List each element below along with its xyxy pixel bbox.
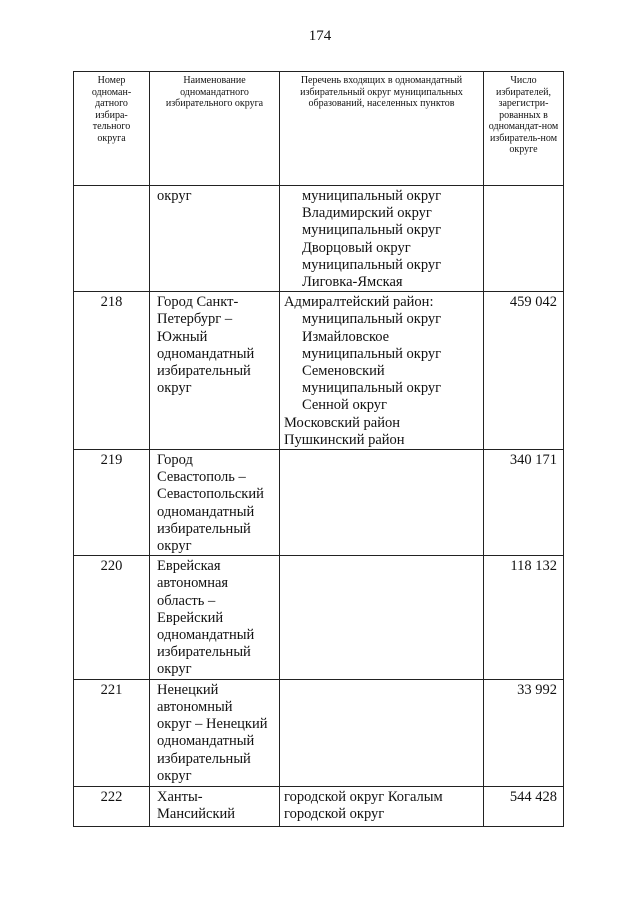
voters-count: 340 171 xyxy=(484,450,564,556)
district-name-line: избирательный xyxy=(157,750,251,767)
municipality-item: Сенной округ xyxy=(302,397,387,414)
municipalities-list xyxy=(280,450,484,556)
voters-count: 118 132 xyxy=(484,556,564,679)
district-name-line: округ xyxy=(157,380,192,397)
district-number: 220 xyxy=(74,556,150,679)
district-name-line: округ xyxy=(157,188,192,204)
municipality-item: муниципальный округ xyxy=(302,311,442,328)
municipality-item: муниципальный округ xyxy=(302,345,442,362)
district-name-line: автономная xyxy=(157,575,229,592)
municipality-item: муниципальный округ xyxy=(302,380,442,397)
district-name-line: одномандатный xyxy=(157,345,255,362)
district-name-line: одномандатный xyxy=(157,733,255,750)
voters-count xyxy=(484,186,564,292)
municipality-item: муниципальный округ xyxy=(302,188,442,204)
voters-count: 33 992 xyxy=(484,679,564,786)
district-name-line: автономный xyxy=(157,698,233,715)
header-voters-count: Число избирателей, зарегистри-рованных в одномандат-ном избиратель-ном округе xyxy=(484,72,564,186)
municipalities-list xyxy=(280,679,484,786)
district-name-line: одномандатный xyxy=(157,503,255,520)
district-name-line: избирательный xyxy=(157,644,251,661)
table-body xyxy=(74,186,564,827)
district-name xyxy=(150,450,280,556)
district-name-line: Город xyxy=(157,452,193,469)
district-name-line: Ненецкий xyxy=(157,681,219,698)
table-row xyxy=(74,292,564,450)
district-name xyxy=(150,292,280,450)
district-number: 219 xyxy=(74,450,150,556)
district-name-line: Южный xyxy=(157,328,208,345)
district-name-line: Еврейская xyxy=(157,558,221,575)
voters-count: 459 042 xyxy=(484,292,564,450)
district-name-line: избирательный xyxy=(157,363,251,380)
header-district-name: Наименование одномандатного избирательного округа xyxy=(150,72,280,186)
page-number: 174 xyxy=(308,28,332,44)
municipalities-list xyxy=(280,556,484,679)
district-name-line: Петербург – xyxy=(157,311,233,328)
municipality-item: Измайловское xyxy=(302,328,390,345)
voters-count: 544 428 xyxy=(484,786,564,826)
municipality-item: Семеновский xyxy=(302,363,385,380)
table-row xyxy=(74,450,564,556)
district-number: 221 xyxy=(74,679,150,786)
district-name-line: одномандатный xyxy=(157,627,255,644)
district-name xyxy=(150,679,280,786)
district-number: 222 xyxy=(74,786,150,826)
district-name-line: Город Санкт- xyxy=(157,294,239,311)
district-name-line: Еврейский xyxy=(157,609,224,626)
district-name-line: Севастопольский xyxy=(157,486,264,503)
district-name-line: округ xyxy=(157,661,192,678)
municipalities-list xyxy=(280,786,484,826)
district-name-line: Ханты- xyxy=(157,788,203,805)
table-row xyxy=(74,556,564,679)
district-name-line: округ xyxy=(157,538,192,555)
district-name-line: Мансийский xyxy=(157,805,236,822)
municipalities-list xyxy=(280,292,484,450)
municipality-item: городской округ Когалым xyxy=(284,788,443,805)
table-row xyxy=(74,786,564,826)
municipality-item: городской округ xyxy=(284,805,385,822)
district-name-line: избирательный xyxy=(157,520,251,537)
municipality-item: Московский район xyxy=(284,414,400,431)
header-district-number: Номер одноман-датного избира-тельного округа xyxy=(74,72,150,186)
district-name xyxy=(150,556,280,679)
district-number: 218 xyxy=(74,292,150,450)
municipality-item: Владимирский округ xyxy=(302,205,432,222)
district-number xyxy=(74,186,150,292)
district-name xyxy=(150,786,280,826)
municipality-item: Пушкинский район xyxy=(284,431,405,448)
municipality-item: муниципальный округ xyxy=(302,256,442,273)
municipality-item: Дворцовый округ xyxy=(302,239,411,256)
table-row xyxy=(74,186,564,292)
table-header-row xyxy=(74,72,564,186)
district-name-line: округ xyxy=(157,767,192,784)
district-name-line: область – xyxy=(157,592,216,609)
municipality-item: муниципальный округ xyxy=(302,222,442,239)
district-name xyxy=(150,186,280,292)
municipality-item: Адмиралтейский район: xyxy=(284,294,434,311)
district-name-line: Севастополь – xyxy=(157,469,246,486)
municipality-item: Лиговка-Ямская xyxy=(302,274,403,291)
header-municipalities-list: Перечень входящих в одномандатный избирательный округ муниципальных образований, населенных пунктов xyxy=(280,72,484,186)
table-row xyxy=(74,679,564,786)
districts-table xyxy=(73,71,564,827)
municipalities-list xyxy=(280,186,484,292)
district-name-line: округ – Ненецкий xyxy=(157,716,268,733)
